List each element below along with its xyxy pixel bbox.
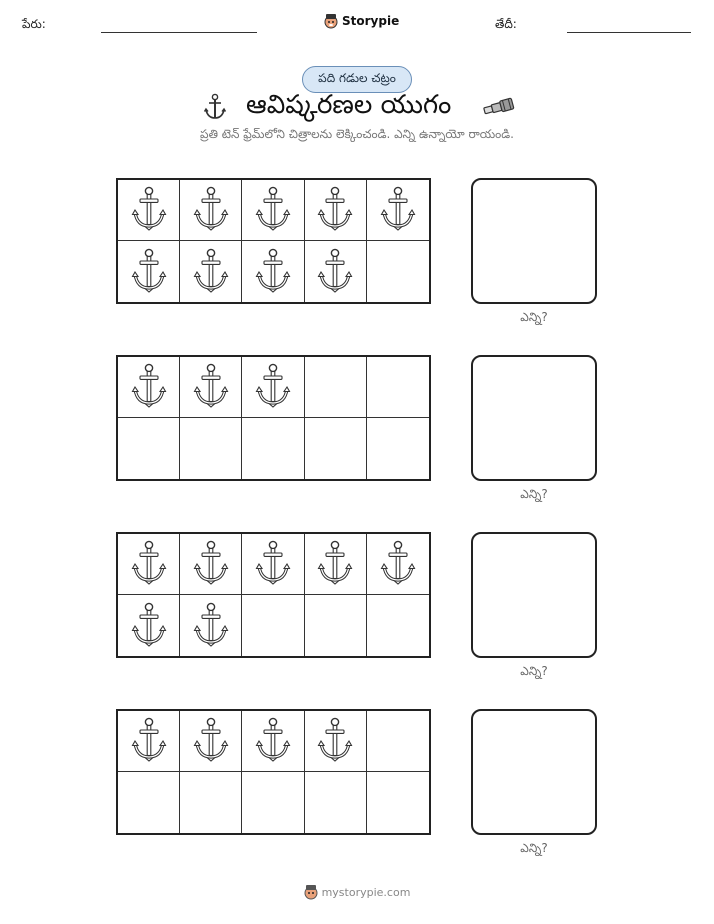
frame-cell [118, 711, 180, 772]
frame-cell [367, 534, 429, 595]
frame-cell [367, 418, 429, 479]
anchor-icon [317, 185, 353, 235]
frame-cell [180, 711, 242, 772]
how-many-label-1: ఎన్ని? [520, 310, 548, 324]
anchor-icon [193, 185, 229, 235]
frame-cell [242, 357, 304, 418]
frame-cell [367, 595, 429, 656]
frame-cell [242, 534, 304, 595]
anchor-icon [203, 93, 227, 121]
anchor-icon [193, 601, 229, 651]
frame-cell [118, 534, 180, 595]
date-label: తేదీ: [495, 17, 517, 31]
worksheet-type-badge: పది గడుల చట్రం [302, 66, 412, 93]
name-line[interactable] [101, 32, 257, 33]
spyglass-icon [482, 96, 516, 118]
frame-cell [305, 772, 367, 833]
frame-cell [242, 241, 304, 302]
frame-cell [242, 772, 304, 833]
anchor-icon [131, 716, 167, 766]
anchor-icon [255, 247, 291, 297]
frame-cell [118, 241, 180, 302]
anchor-icon [131, 185, 167, 235]
frame-cell [180, 180, 242, 241]
frame-cell [180, 418, 242, 479]
anchor-icon [131, 362, 167, 412]
frame-cell [305, 357, 367, 418]
frame-cell [180, 534, 242, 595]
anchor-icon [255, 185, 291, 235]
brand-name: Storypie [342, 14, 400, 28]
frame-cell [242, 180, 304, 241]
anchor-icon [255, 362, 291, 412]
storypie-mascot-icon [324, 13, 338, 29]
anchor-icon [317, 247, 353, 297]
frame-cell [242, 418, 304, 479]
frame-cell [305, 711, 367, 772]
frame-cell [305, 595, 367, 656]
storypie-mascot-icon [304, 884, 318, 900]
frame-cell [367, 772, 429, 833]
frame-cell [242, 711, 304, 772]
anchor-icon [317, 716, 353, 766]
frame-cell [367, 711, 429, 772]
instructions: ప్రతి టెన్ ఫ్రేమ్‌లోని చిత్రాలను లెక్కించండి. ఎన్ని ఉన్నాయో రాయండి. [200, 127, 514, 141]
frame-cell [180, 772, 242, 833]
answer-box-4[interactable] [471, 709, 597, 835]
frame-cell [242, 595, 304, 656]
frame-cell [305, 534, 367, 595]
anchor-icon [131, 601, 167, 651]
frame-cell [118, 772, 180, 833]
date-line[interactable] [567, 32, 691, 33]
anchor-icon [193, 716, 229, 766]
anchor-icon [193, 362, 229, 412]
footer [0, 884, 714, 900]
frame-cell [118, 595, 180, 656]
frame-cell [118, 357, 180, 418]
answer-box-3[interactable] [471, 532, 597, 658]
answer-box-2[interactable] [471, 355, 597, 481]
frame-cell [118, 180, 180, 241]
frame-cell [180, 357, 242, 418]
how-many-label-2: ఎన్ని? [520, 487, 548, 501]
anchor-icon [193, 539, 229, 589]
frame-cell [180, 241, 242, 302]
frame-cell [305, 241, 367, 302]
footer-url: mystorypie.com [321, 885, 411, 899]
anchor-icon [317, 539, 353, 589]
anchor-icon [131, 539, 167, 589]
anchor-icon [255, 539, 291, 589]
frame-cell [367, 241, 429, 302]
frame-cell [118, 418, 180, 479]
anchor-icon [255, 716, 291, 766]
anchor-icon [131, 247, 167, 297]
frame-cell [305, 180, 367, 241]
anchor-icon [380, 185, 416, 235]
ten-frame-4 [116, 709, 431, 835]
how-many-label-3: ఎన్ని? [520, 664, 548, 678]
worksheet-title: ఆవిష్కరణల యుగం [246, 90, 452, 120]
ten-frame-2 [116, 355, 431, 481]
anchor-icon [380, 539, 416, 589]
brand-logo [324, 13, 399, 29]
ten-frame-1 [116, 178, 431, 304]
frame-cell [180, 595, 242, 656]
how-many-label-4: ఎన్ని? [520, 841, 548, 855]
frame-cell [367, 180, 429, 241]
frame-cell [367, 357, 429, 418]
ten-frame-3 [116, 532, 431, 658]
answer-box-1[interactable] [471, 178, 597, 304]
anchor-icon [193, 247, 229, 297]
name-label: పేరు: [22, 17, 46, 31]
frame-cell [305, 418, 367, 479]
